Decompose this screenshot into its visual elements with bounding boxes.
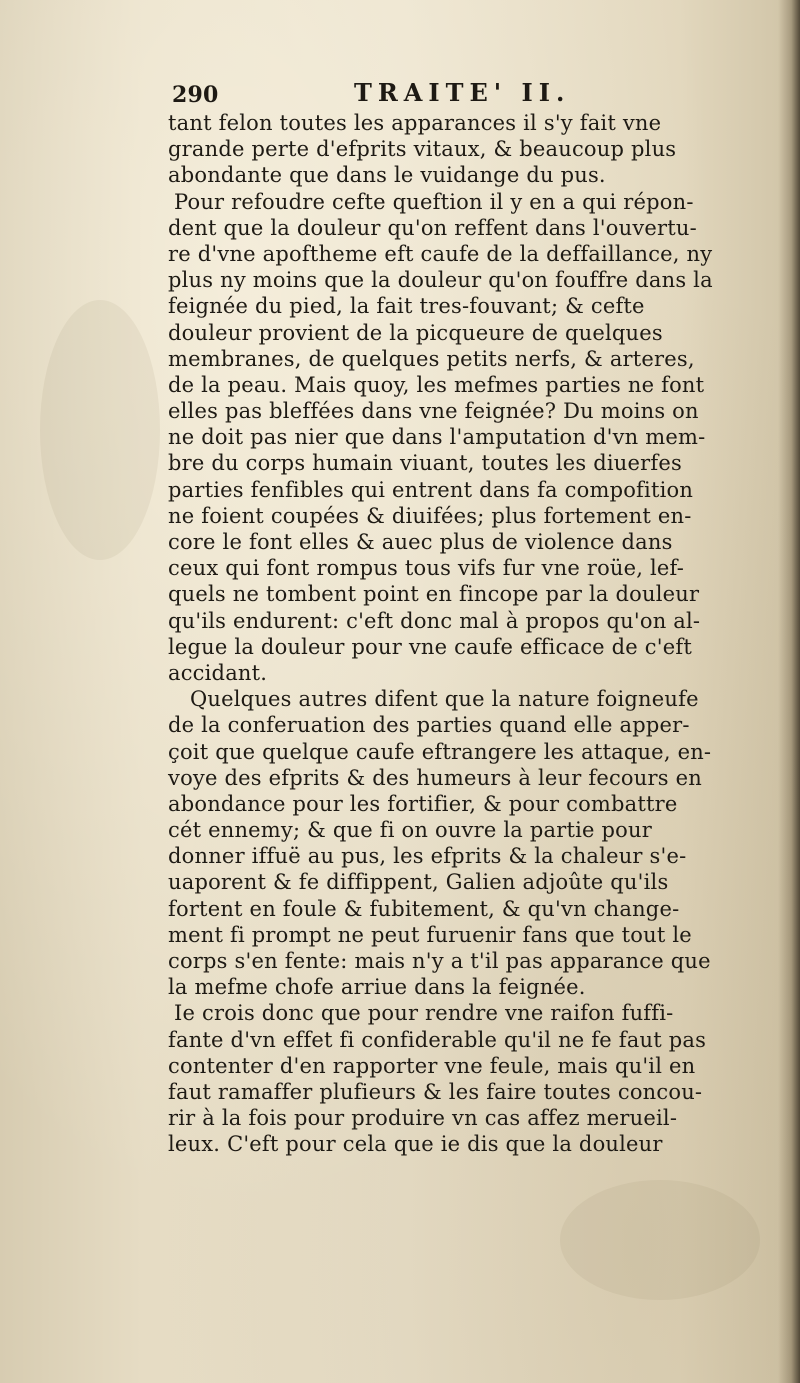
paper-stain bbox=[560, 1180, 760, 1300]
text-line: corps s'en fente: mais n'y a t'il pas apparance que bbox=[168, 949, 711, 973]
text-line: grande perte d'efprits vitaux, & beaucoup plus bbox=[168, 137, 677, 162]
text-line: fante d'vn effet fi confiderable qu'il ne fe faut pas bbox=[168, 1027, 707, 1052]
text-line: faut ramaffer plufieurs & les faire toutes concou- bbox=[168, 1079, 703, 1104]
text-line: tant felon toutes les apparances il s'y fait vne bbox=[168, 111, 662, 135]
text-line: dent que la douleur qu'on reffent dans l'ouvertu- bbox=[168, 215, 697, 240]
text-block bbox=[168, 80, 768, 1158]
text-line: ceux qui font rompus tous vifs fur vne roüe, lef- bbox=[168, 556, 685, 581]
text-line: çoit que quelque caufe eftrangere les attaque, en- bbox=[168, 739, 712, 764]
text-line: de la conferuation des parties quand elle apper- bbox=[168, 713, 690, 738]
text-line: elles pas bleffées dans vne feignée? Du moins on bbox=[168, 399, 699, 424]
page-number: 290 bbox=[172, 82, 219, 108]
text-line: contenter d'en rapporter vne feule, mais qu'il en bbox=[168, 1053, 696, 1078]
text-line: fortent en foule & fubitement, & qu'vn change- bbox=[168, 896, 680, 921]
text-line: ment fi prompt ne peut furuenir fans que tout le bbox=[168, 922, 692, 947]
text-line: leux. C'eft pour cela que ie dis que la douleur bbox=[168, 1132, 663, 1157]
text-line: uaporent & fe diffippent, Galien adjoûte qu'ils bbox=[168, 870, 669, 895]
text-line: plus ny moins que la douleur qu'on fouffre dans la bbox=[168, 268, 713, 293]
text-line: quels ne tombent point en fincope par la douleur bbox=[168, 582, 700, 607]
text-line: membranes, de quelques petits nerfs, & arteres, bbox=[168, 346, 695, 371]
text-line: bre du corps humain viuant, toutes les diuerfes bbox=[168, 451, 682, 476]
text-line: ne foient coupées & diuifées; plus fortement en- bbox=[168, 503, 692, 528]
text-line: legue la douleur pour vne caufe efficace de c'eft bbox=[168, 634, 692, 659]
text-line: cét ennemy; & que fi on ouvre la partie pour bbox=[168, 818, 652, 843]
text-line: douleur provient de la picqueure de quelques bbox=[168, 320, 663, 345]
text-line: la mefme chofe arriue dans la feignée. bbox=[168, 975, 586, 1000]
text-line: re d'vne apoftheme eft caufe de la deffaillance, ny bbox=[168, 241, 713, 266]
text-line: voye des efprits & des humeurs à leur fecours en bbox=[168, 765, 702, 790]
paragraph-start-line: Quelques autres difent que la nature foigneufe bbox=[190, 687, 699, 712]
text-line: de la peau. Mais quoy, les mefmes parties ne font bbox=[168, 372, 705, 397]
paper-stain bbox=[40, 300, 160, 560]
text-line: donner iffuë au pus, les efprits & la chaleur s'e- bbox=[168, 844, 687, 869]
text-line: feignée du pied, la fait tres-fouvant; & cefte bbox=[168, 294, 645, 319]
paragraph-start-line: Ie crois donc que pour rendre vne raifon fuffi- bbox=[174, 1001, 674, 1026]
text-line: abondante que dans le vuidange du pus. bbox=[168, 163, 606, 188]
running-title: TRAITE' II. bbox=[354, 78, 571, 107]
text-line: ne doit pas nier que dans l'amputation d'vn mem- bbox=[168, 425, 706, 450]
text-line: parties fenfibles qui entrent dans fa compofition bbox=[168, 477, 694, 502]
page-gutter-shadow bbox=[778, 0, 800, 1383]
text-line: abondance pour les fortifier, & pour combattre bbox=[168, 791, 678, 816]
paragraph-start-line: Pour refoudre cefte queftion il y en a qui répon- bbox=[174, 189, 694, 214]
text-line: core le font elles & auec plus de violence dans bbox=[168, 530, 673, 554]
text-line: rir à la fois pour produire vn cas affez merueil- bbox=[168, 1106, 678, 1131]
running-head bbox=[168, 80, 768, 110]
text-line: accidant. bbox=[168, 660, 268, 685]
text-line: qu'ils endurent: c'eft donc mal à propos qu'on al- bbox=[168, 608, 701, 633]
